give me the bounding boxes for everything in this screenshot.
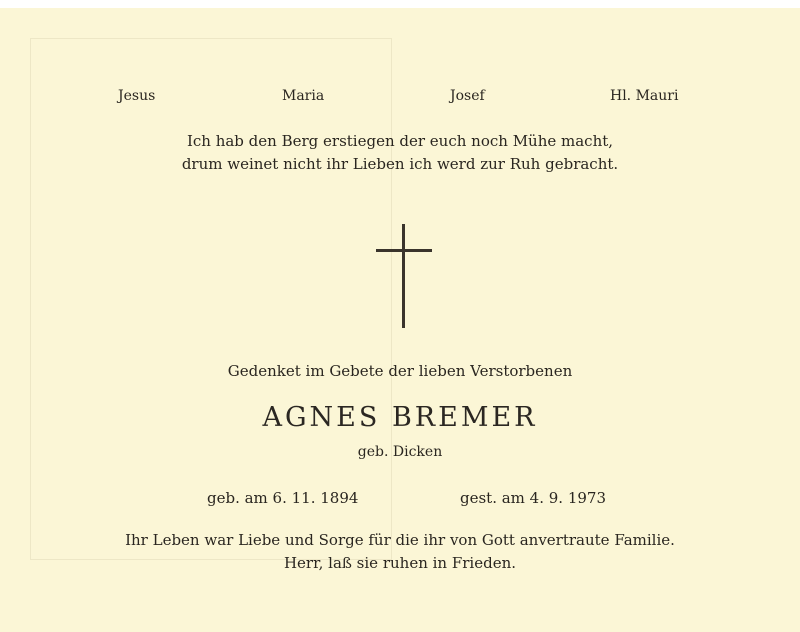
deceased-name: AGNES BREMER [262, 402, 538, 433]
death-date: gest. am 4. 9. 1973 [460, 489, 607, 507]
latin-cross-icon [376, 224, 432, 328]
maiden-name: geb. Dicken [357, 444, 443, 460]
commemoration-text: Gedenket im Gebete der lieben Verstorbenen [227, 362, 573, 380]
verse-line-1: Ich hab den Berg erstiegen der euch noch Mühe macht, [186, 132, 614, 150]
name-josef: Josef [450, 88, 485, 104]
name-maria: Maria [282, 88, 325, 104]
cross-vertical-bar [402, 224, 405, 328]
verse-line-2: drum weinet nicht ihr Lieben ich werd zur Ruh gebracht. [181, 155, 619, 173]
name-jesus: Jesus [118, 88, 156, 104]
show-through-border [30, 38, 392, 560]
cross-horizontal-bar [376, 249, 432, 252]
closing-line-2: Herr, laß sie ruhen in Frieden. [283, 554, 517, 572]
name-hl-mauri: Hl. Mauri [610, 88, 679, 104]
closing-line-1: Ihr Leben war Liebe und Sorge für die ihr von Gott anvertraute Familie. [125, 531, 675, 549]
birth-date: geb. am 6. 11. 1894 [207, 489, 359, 507]
saint-names-row [0, 88, 800, 110]
